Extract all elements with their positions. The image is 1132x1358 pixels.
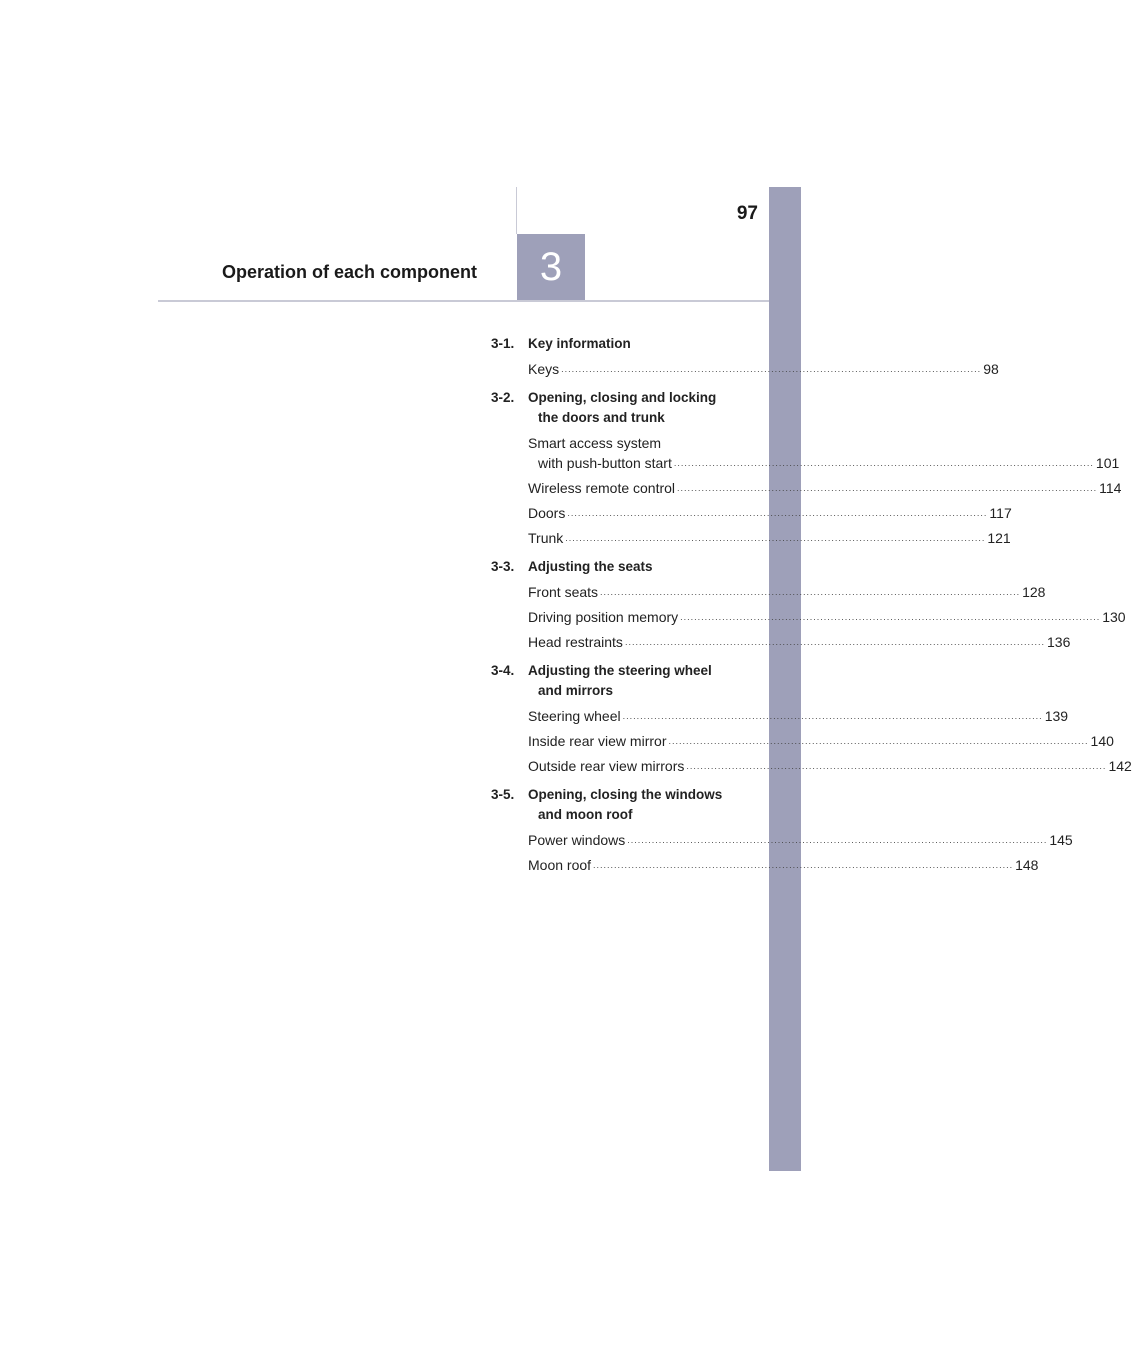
toc-entry-text-line: Smart access system — [528, 435, 662, 451]
toc-leader-dots: ........................................................................................................................ — [565, 533, 986, 543]
toc-entry[interactable] — [528, 632, 1071, 652]
toc-entry-text[interactable] — [528, 706, 621, 726]
toc-entry-text[interactable] — [528, 632, 623, 652]
toc-leader-dots: ........................................................................................................................ — [622, 711, 1043, 721]
toc-entry-text[interactable] — [528, 478, 675, 498]
toc-entry-text[interactable] — [528, 855, 591, 875]
toc-section-title — [528, 334, 739, 354]
toc-entry-page[interactable]: 130 — [1102, 609, 1126, 625]
toc-entry-text[interactable] — [528, 528, 563, 548]
toc-entry-text[interactable] — [528, 582, 598, 602]
toc-entry-page[interactable]: 121 — [987, 530, 1011, 546]
toc-entry-text-line: Moon roof — [528, 857, 592, 873]
toc-section-title — [528, 388, 739, 428]
toc-section-number: 3-4. — [491, 663, 515, 678]
chapter-number: 3 — [539, 244, 563, 289]
toc-entry-text-line: Driving position memory — [528, 609, 679, 625]
toc-entry[interactable] — [528, 433, 1120, 473]
toc-entry[interactable] — [528, 503, 1012, 523]
toc-entry-text[interactable] — [528, 830, 625, 850]
toc-section-heading — [491, 334, 739, 354]
toc-section-heading — [491, 785, 739, 825]
header-vertical-rule — [516, 187, 517, 234]
toc-entry-text-line: Power windows — [528, 832, 626, 848]
toc-leader-dots: ........................................................................................................................ — [680, 612, 1101, 622]
toc-entry[interactable] — [528, 830, 1073, 850]
toc-entry-text[interactable] — [528, 433, 672, 473]
toc-section-number: 3-2. — [491, 390, 515, 405]
toc-section — [491, 334, 999, 379]
toc-entry-page[interactable]: 136 — [1047, 634, 1071, 650]
toc-entry-text-line: Wireless remote control — [528, 480, 676, 496]
toc-entry[interactable] — [528, 478, 1122, 498]
toc-entry[interactable] — [528, 359, 999, 379]
toc-entry-text-line: Keys — [528, 361, 560, 377]
toc-section — [491, 785, 1073, 875]
toc-section-title — [528, 557, 739, 577]
toc-entry-page[interactable]: 145 — [1049, 832, 1073, 848]
toc-entry-page[interactable]: 139 — [1044, 708, 1069, 724]
toc-section-title-line: and moon roof — [538, 807, 633, 822]
toc-entry-page[interactable]: 117 — [989, 505, 1012, 521]
toc-entry[interactable] — [528, 528, 1011, 548]
toc-entry[interactable] — [528, 706, 1069, 726]
toc-section-title — [528, 661, 739, 701]
toc-entry[interactable] — [528, 731, 1114, 751]
toc-leader-dots: ........................................................................................................................ — [673, 458, 1094, 468]
toc-entry-text-line: with push-button start — [538, 455, 672, 471]
toc-entry-text[interactable] — [528, 607, 678, 627]
toc-section-title — [528, 785, 739, 825]
toc-leader-dots: ........................................................................................................................ — [677, 483, 1098, 493]
header-horizontal-rule — [158, 300, 769, 302]
toc-leader-dots: ........................................................................................................................ — [627, 835, 1048, 845]
toc-entry-page[interactable]: 142 — [1108, 758, 1132, 774]
toc-entry-page[interactable]: 101 — [1095, 455, 1120, 471]
toc-entry-text-line: Inside rear view mirror — [528, 733, 667, 749]
toc-section — [491, 557, 1126, 652]
toc-entry-page[interactable]: 128 — [1022, 584, 1046, 600]
toc-entry-page[interactable]: 114 — [1099, 480, 1122, 496]
toc-section-heading — [491, 661, 739, 701]
chapter-title: Operation of each component — [221, 262, 477, 282]
toc-entry[interactable] — [528, 855, 1039, 875]
toc-entry-text[interactable] — [528, 503, 565, 523]
toc-entry-page[interactable]: 98 — [983, 361, 999, 377]
toc-section-heading — [491, 388, 739, 428]
toc-section-number: 3-3. — [491, 559, 515, 574]
toc-entry[interactable] — [528, 607, 1126, 627]
toc-entry-text-line: Trunk — [528, 530, 564, 546]
toc-leader-dots: ........................................................................................................................ — [668, 736, 1089, 746]
toc-entry-text-line: Head restraints — [528, 634, 623, 650]
page-number: 97 — [736, 203, 758, 224]
toc-section-title-line: the doors and trunk — [538, 410, 665, 425]
toc-entry-text-line: Front seats — [528, 584, 599, 600]
toc-entry-page[interactable]: 148 — [1015, 857, 1039, 873]
toc-section-title-line: Key information — [528, 336, 631, 351]
toc-leader-dots: ........................................................................................................................ — [624, 637, 1045, 647]
toc-leader-dots: ........................................................................................................................ — [600, 587, 1021, 597]
toc-section-title-line: Opening, closing and locking — [528, 390, 717, 405]
toc-entry-text[interactable] — [528, 731, 666, 751]
toc-section-heading — [491, 557, 739, 577]
chapter-side-tab — [769, 187, 801, 1171]
toc-section-title-line: and mirrors — [538, 683, 614, 698]
toc-entry-text-line: Outside rear view mirrors — [528, 758, 685, 774]
toc-entry-text-line: Steering wheel — [528, 708, 621, 724]
toc-entry[interactable] — [528, 582, 1046, 602]
toc-section-number: 3-5. — [491, 787, 515, 802]
toc-section-title-line: Adjusting the steering wheel — [528, 663, 712, 678]
toc-entry[interactable] — [528, 756, 1132, 776]
toc-entry-text[interactable] — [528, 756, 684, 776]
toc-leader-dots: ........................................................................................................................ — [567, 508, 988, 518]
toc-section-title-line: Adjusting the seats — [528, 559, 653, 574]
toc-section-number: 3-1. — [491, 336, 515, 351]
table-of-contents — [491, 334, 1132, 884]
toc-leader-dots: ........................................................................................................................ — [686, 761, 1107, 771]
toc-entry-text[interactable] — [528, 359, 559, 379]
toc-entry-page[interactable]: 140 — [1090, 733, 1114, 749]
toc-section — [491, 661, 1132, 776]
toc-section — [491, 388, 1122, 548]
toc-section-title-line: Opening, closing the windows — [528, 787, 723, 802]
toc-leader-dots: ........................................................................................................................ — [593, 860, 1014, 870]
chapter-number-box — [517, 234, 585, 300]
toc-leader-dots: ........................................................................................................................ — [561, 364, 982, 374]
toc-entry-text-line: Doors — [528, 505, 566, 521]
